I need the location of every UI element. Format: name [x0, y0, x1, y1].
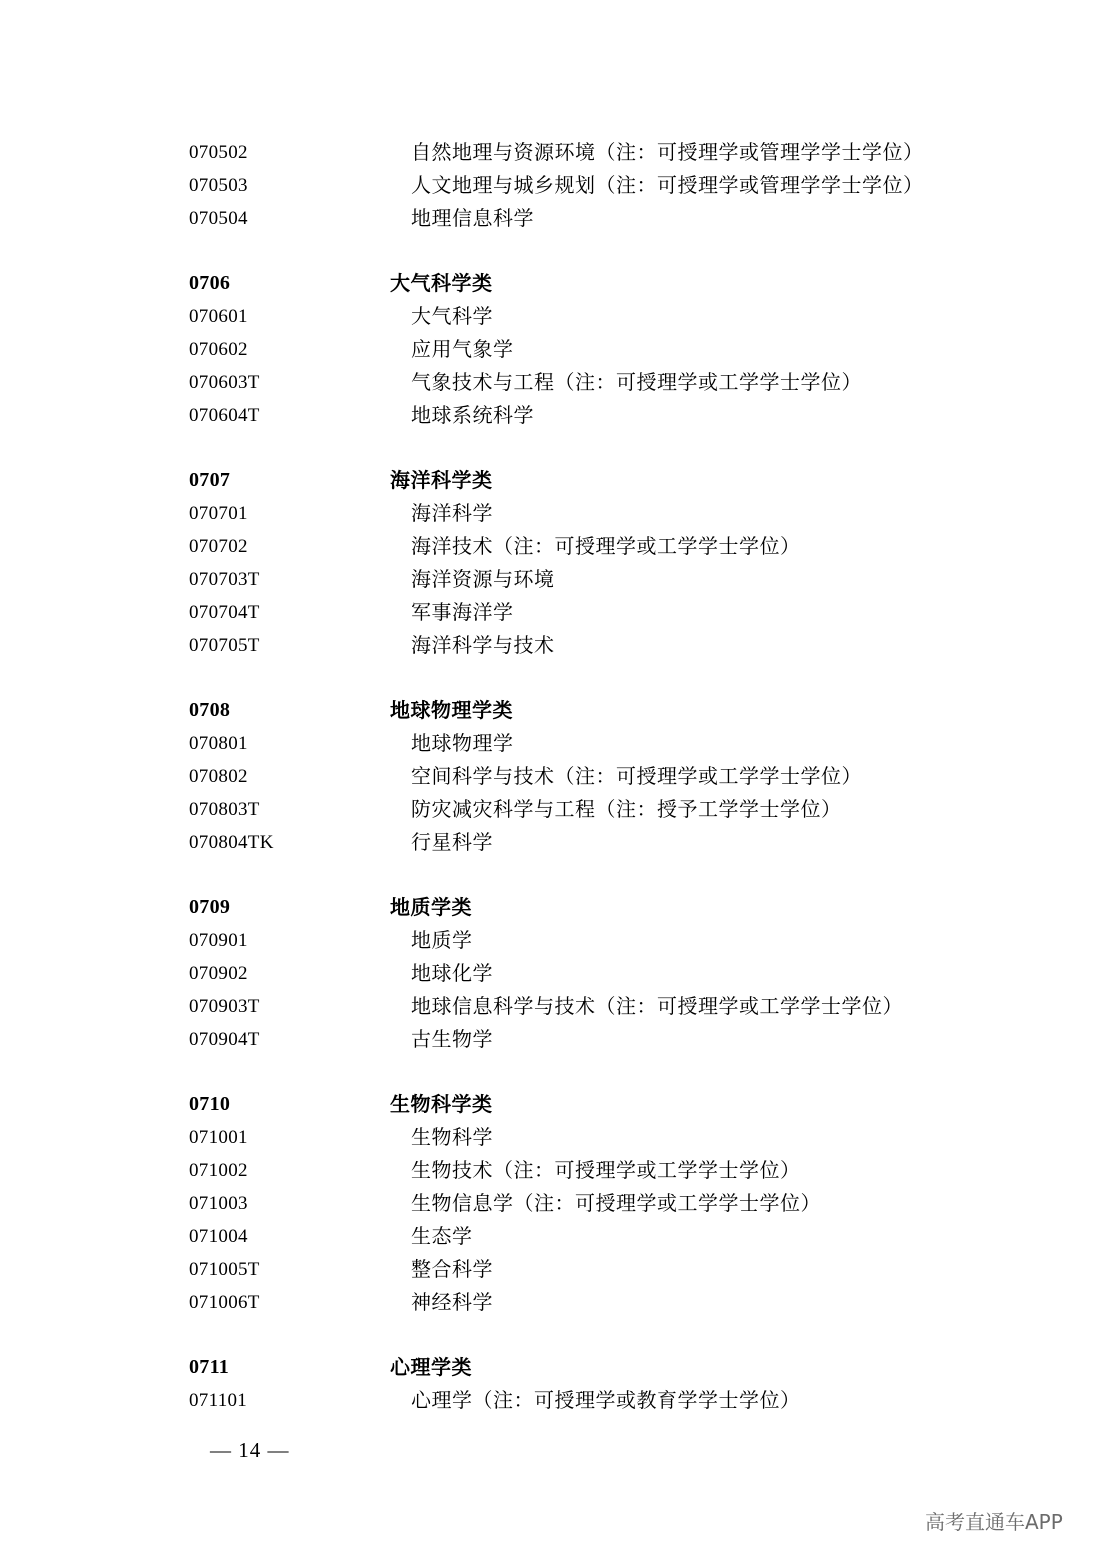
major-code: 070705T	[189, 635, 260, 656]
major-row	[0, 399, 1102, 432]
major-row	[0, 202, 1102, 235]
category-header-row	[0, 1351, 1102, 1384]
watermark-text: 高考直通车APP	[925, 1510, 1063, 1534]
major-code: 070502	[189, 142, 248, 163]
major-name: 地理信息科学	[411, 206, 534, 230]
major-row	[0, 1023, 1102, 1056]
category-code: 0711	[189, 1356, 230, 1378]
category-header-row	[0, 267, 1102, 300]
category-code: 0708	[189, 699, 231, 721]
major-name: 心理学（注：可授理学或教育学学士学位）	[411, 1388, 801, 1412]
major-code: 070702	[189, 536, 248, 557]
major-code: 070503	[189, 175, 248, 196]
major-name: 地球物理学	[411, 731, 514, 755]
major-name: 军事海洋学	[411, 600, 514, 624]
major-code: 070803T	[189, 799, 260, 820]
major-code: 071002	[189, 1160, 248, 1181]
major-row	[0, 530, 1102, 563]
major-row	[0, 1384, 1102, 1417]
category-code: 0710	[189, 1093, 231, 1115]
major-code: 070703T	[189, 569, 260, 590]
major-code: 070804TK	[189, 832, 274, 853]
major-code: 070902	[189, 963, 248, 984]
major-code: 070901	[189, 930, 248, 951]
major-name: 人文地理与城乡规划（注：可授理学或管理学学士学位）	[411, 173, 924, 197]
major-name: 生物信息学（注：可授理学或工学学士学位）	[411, 1191, 821, 1215]
major-row	[0, 629, 1102, 662]
major-row	[0, 300, 1102, 333]
major-code: 070701	[189, 503, 248, 524]
major-name: 气象技术与工程（注：可授理学或工学学士学位）	[411, 370, 862, 394]
major-code: 070603T	[189, 372, 260, 393]
major-code: 070604T	[189, 405, 260, 426]
page-number: — 14 —	[210, 1438, 290, 1462]
major-name: 生物技术（注：可授理学或工学学士学位）	[411, 1158, 801, 1182]
category-name: 地质学类	[390, 895, 472, 919]
major-name: 行星科学	[411, 830, 493, 854]
major-code: 070704T	[189, 602, 260, 623]
major-code: 071001	[189, 1127, 248, 1148]
category-code: 0706	[189, 272, 231, 294]
major-row	[0, 990, 1102, 1023]
major-code: 070903T	[189, 996, 260, 1017]
category-header-row	[0, 1088, 1102, 1121]
major-name: 生态学	[411, 1224, 473, 1248]
major-name: 海洋科学	[411, 501, 493, 525]
major-name: 整合科学	[411, 1257, 493, 1281]
major-name: 地球系统科学	[411, 403, 534, 427]
major-name: 神经科学	[411, 1290, 493, 1314]
major-name: 地质学	[411, 928, 473, 952]
major-name: 应用气象学	[411, 337, 514, 361]
category-header-row	[0, 891, 1102, 924]
major-row	[0, 760, 1102, 793]
major-code: 071006T	[189, 1292, 260, 1313]
major-row	[0, 1121, 1102, 1154]
major-row	[0, 957, 1102, 990]
major-name: 海洋技术（注：可授理学或工学学士学位）	[411, 534, 801, 558]
major-row	[0, 924, 1102, 957]
major-code: 070904T	[189, 1029, 260, 1050]
category-header-row	[0, 464, 1102, 497]
major-name: 古生物学	[411, 1027, 493, 1051]
major-row	[0, 497, 1102, 530]
category-name: 心理学类	[390, 1355, 472, 1379]
major-row	[0, 333, 1102, 366]
category-name: 生物科学类	[390, 1092, 493, 1116]
major-code: 070504	[189, 208, 248, 229]
major-name: 地球信息科学与技术（注：可授理学或工学学士学位）	[411, 994, 903, 1018]
major-code: 070601	[189, 306, 248, 327]
major-name: 大气科学	[411, 304, 493, 328]
major-code: 071004	[189, 1226, 248, 1247]
major-row	[0, 793, 1102, 826]
major-row	[0, 1286, 1102, 1319]
major-row	[0, 563, 1102, 596]
major-row	[0, 1220, 1102, 1253]
major-row	[0, 826, 1102, 859]
major-row	[0, 169, 1102, 202]
major-name: 海洋科学与技术	[411, 633, 555, 657]
major-code: 071003	[189, 1193, 248, 1214]
major-name: 海洋资源与环境	[411, 567, 555, 591]
major-row	[0, 1154, 1102, 1187]
category-header-row	[0, 694, 1102, 727]
major-code: 071101	[189, 1390, 248, 1411]
major-row	[0, 727, 1102, 760]
major-name: 地球化学	[411, 961, 493, 985]
category-name: 地球物理学类	[390, 698, 513, 722]
major-row	[0, 596, 1102, 629]
major-code: 071005T	[189, 1259, 260, 1280]
major-row	[0, 366, 1102, 399]
major-name: 防灾减灾科学与工程（注：授予工学学士学位）	[411, 797, 842, 821]
category-code: 0709	[189, 896, 231, 918]
major-row	[0, 1187, 1102, 1220]
major-name: 自然地理与资源环境（注：可授理学或管理学学士学位）	[411, 140, 924, 164]
major-row	[0, 136, 1102, 169]
major-code: 070602	[189, 339, 248, 360]
category-name: 海洋科学类	[390, 468, 493, 492]
category-code: 0707	[189, 469, 231, 491]
major-code: 070801	[189, 733, 248, 754]
category-name: 大气科学类	[390, 271, 493, 295]
major-name: 空间科学与技术（注：可授理学或工学学士学位）	[411, 764, 862, 788]
major-name: 生物科学	[411, 1125, 493, 1149]
major-row	[0, 1253, 1102, 1286]
major-code: 070802	[189, 766, 248, 787]
